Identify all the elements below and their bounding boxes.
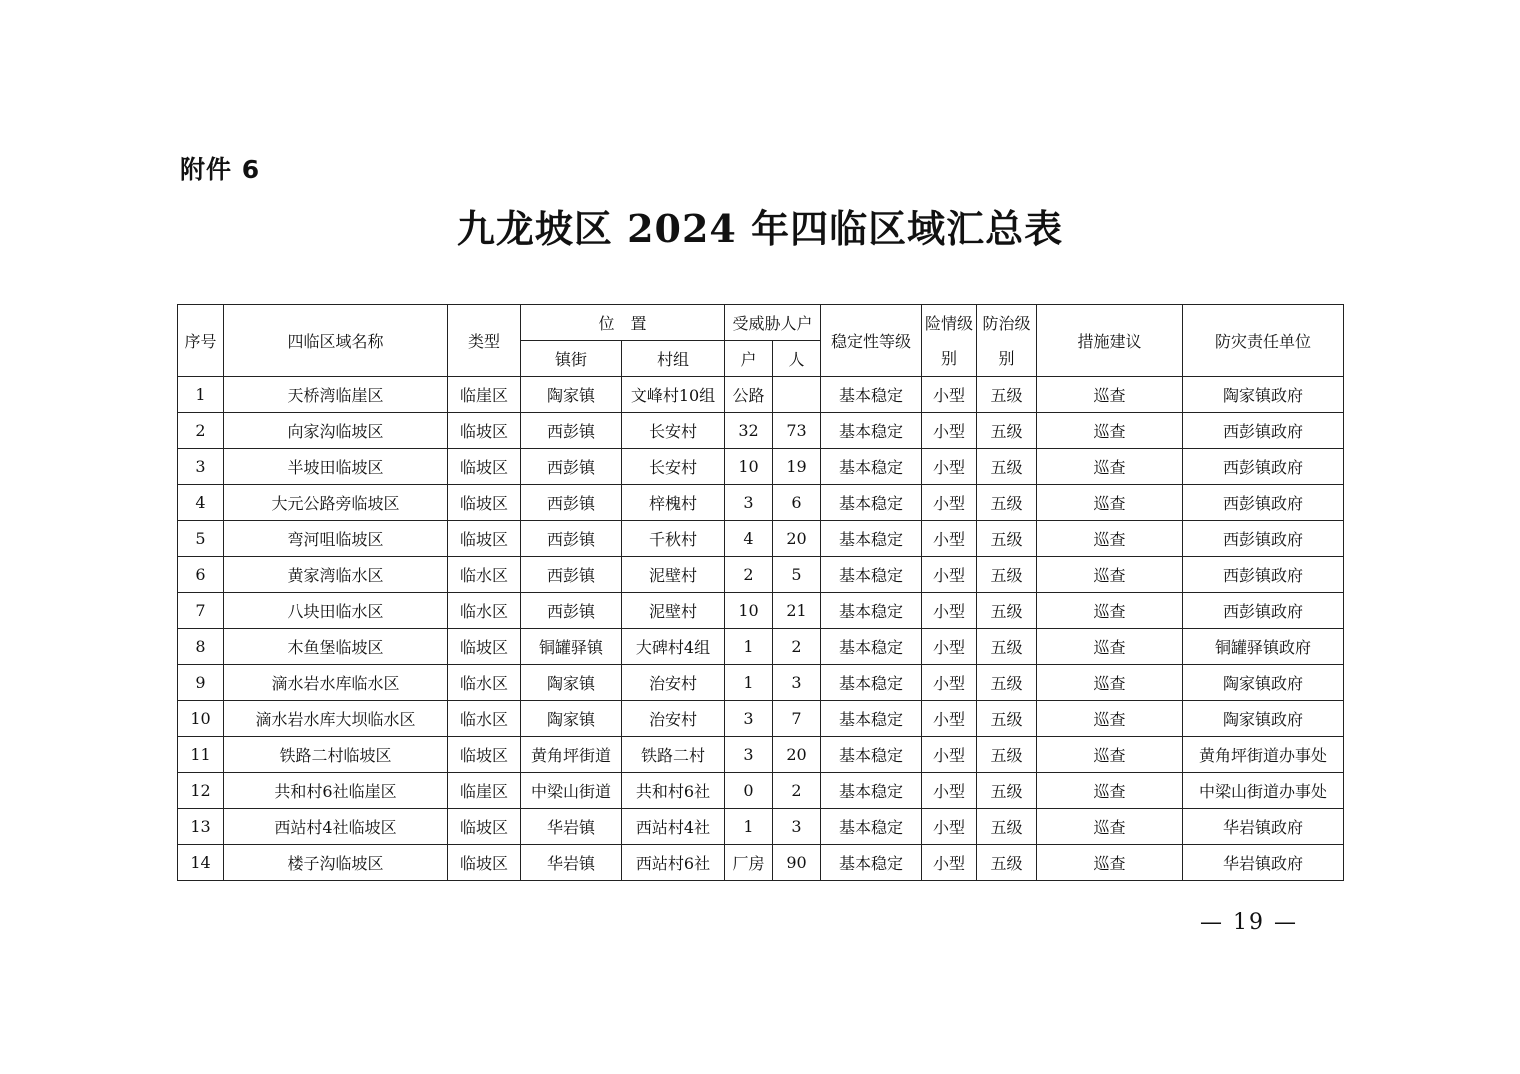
- table-row: [178, 557, 1344, 593]
- cell-households: 0: [725, 773, 773, 809]
- cell-risk-level: 小型: [922, 377, 977, 413]
- cell-people: 5: [773, 557, 821, 593]
- header-threatened-people: 人: [773, 341, 821, 377]
- cell-index: 10: [178, 701, 224, 737]
- table-row: [178, 701, 1344, 737]
- cell-measures: 巡查: [1037, 701, 1183, 737]
- cell-people: 2: [773, 773, 821, 809]
- cell-responsible-unit: 西彭镇政府: [1183, 593, 1344, 629]
- cell-households: 10: [725, 593, 773, 629]
- header-index: 序号: [178, 305, 224, 377]
- cell-name: 滴水岩水库临水区: [224, 665, 448, 701]
- cell-index: 14: [178, 845, 224, 881]
- cell-town: 西彭镇: [521, 557, 622, 593]
- cell-risk-level: 小型: [922, 701, 977, 737]
- header-risk-level: 险情级别: [922, 305, 977, 377]
- cell-responsible-unit: 西彭镇政府: [1183, 557, 1344, 593]
- cell-index: 6: [178, 557, 224, 593]
- cell-name: 向家沟临坡区: [224, 413, 448, 449]
- cell-prevention-level: 五级: [977, 521, 1037, 557]
- cell-town: 西彭镇: [521, 593, 622, 629]
- cell-risk-level: 小型: [922, 773, 977, 809]
- cell-town: 西彭镇: [521, 521, 622, 557]
- cell-measures: 巡查: [1037, 413, 1183, 449]
- cell-households: 1: [725, 809, 773, 845]
- cell-risk-level: 小型: [922, 449, 977, 485]
- cell-name: 滴水岩水库大坝临水区: [224, 701, 448, 737]
- cell-type: 临坡区: [448, 521, 521, 557]
- cell-measures: 巡查: [1037, 521, 1183, 557]
- cell-prevention-level: 五级: [977, 701, 1037, 737]
- table-row: [178, 737, 1344, 773]
- cell-measures: 巡查: [1037, 845, 1183, 881]
- cell-town: 西彭镇: [521, 485, 622, 521]
- cell-risk-level: 小型: [922, 845, 977, 881]
- cell-prevention-level: 五级: [977, 737, 1037, 773]
- cell-stability: 基本稳定: [821, 773, 922, 809]
- cell-responsible-unit: 陶家镇政府: [1183, 377, 1344, 413]
- header-prevention-level: 防治级别: [977, 305, 1037, 377]
- cell-town: 西彭镇: [521, 449, 622, 485]
- cell-town: 陶家镇: [521, 701, 622, 737]
- page-number: — 19 —: [1200, 910, 1298, 935]
- cell-type: 临水区: [448, 593, 521, 629]
- cell-responsible-unit: 陶家镇政府: [1183, 665, 1344, 701]
- cell-responsible-unit: 陶家镇政府: [1183, 701, 1344, 737]
- cell-prevention-level: 五级: [977, 665, 1037, 701]
- cell-stability: 基本稳定: [821, 413, 922, 449]
- cell-type: 临坡区: [448, 809, 521, 845]
- header-responsible-unit: 防灾责任单位: [1183, 305, 1344, 377]
- cell-prevention-level: 五级: [977, 845, 1037, 881]
- cell-village: 泥壁村: [622, 557, 725, 593]
- document-title: 九龙坡区 2024 年四临区域汇总表: [456, 206, 1064, 251]
- cell-town: 华岩镇: [521, 809, 622, 845]
- table-row: [178, 809, 1344, 845]
- header-location: 位 置: [521, 305, 725, 341]
- cell-stability: 基本稳定: [821, 521, 922, 557]
- cell-prevention-level: 五级: [977, 377, 1037, 413]
- table-row: [178, 773, 1344, 809]
- cell-village: 千秋村: [622, 521, 725, 557]
- cell-measures: 巡查: [1037, 737, 1183, 773]
- cell-people: 3: [773, 665, 821, 701]
- table-row: [178, 665, 1344, 701]
- cell-village: 西站村4社: [622, 809, 725, 845]
- cell-type: 临水区: [448, 557, 521, 593]
- cell-type: 临水区: [448, 701, 521, 737]
- cell-people: 20: [773, 737, 821, 773]
- cell-risk-level: 小型: [922, 629, 977, 665]
- cell-type: 临坡区: [448, 485, 521, 521]
- cell-responsible-unit: 黄角坪街道办事处: [1183, 737, 1344, 773]
- cell-measures: 巡查: [1037, 809, 1183, 845]
- cell-type: 临坡区: [448, 413, 521, 449]
- cell-measures: 巡查: [1037, 449, 1183, 485]
- header-stability: 稳定性等级: [821, 305, 922, 377]
- cell-index: 12: [178, 773, 224, 809]
- cell-type: 临崖区: [448, 773, 521, 809]
- cell-prevention-level: 五级: [977, 629, 1037, 665]
- cell-type: 临坡区: [448, 845, 521, 881]
- cell-village: 大碑村4组: [622, 629, 725, 665]
- cell-households: 4: [725, 521, 773, 557]
- cell-stability: 基本稳定: [821, 449, 922, 485]
- cell-households: 2: [725, 557, 773, 593]
- cell-stability: 基本稳定: [821, 593, 922, 629]
- cell-town: 华岩镇: [521, 845, 622, 881]
- cell-stability: 基本稳定: [821, 485, 922, 521]
- table-body: [178, 377, 1344, 881]
- cell-stability: 基本稳定: [821, 377, 922, 413]
- cell-stability: 基本稳定: [821, 629, 922, 665]
- cell-stability: 基本稳定: [821, 557, 922, 593]
- cell-prevention-level: 五级: [977, 593, 1037, 629]
- summary-table: [177, 304, 1344, 881]
- cell-people: 20: [773, 521, 821, 557]
- cell-households: 公路: [725, 377, 773, 413]
- cell-name: 共和村6社临崖区: [224, 773, 448, 809]
- cell-name: 弯河咀临坡区: [224, 521, 448, 557]
- cell-prevention-level: 五级: [977, 557, 1037, 593]
- cell-village: 泥壁村: [622, 593, 725, 629]
- table-row: [178, 413, 1344, 449]
- cell-measures: 巡查: [1037, 485, 1183, 521]
- cell-responsible-unit: 西彭镇政府: [1183, 485, 1344, 521]
- cell-name: 八块田临水区: [224, 593, 448, 629]
- header-type: 类型: [448, 305, 521, 377]
- cell-households: 1: [725, 629, 773, 665]
- cell-index: 9: [178, 665, 224, 701]
- table-row: [178, 485, 1344, 521]
- cell-stability: 基本稳定: [821, 737, 922, 773]
- cell-town: 中梁山街道: [521, 773, 622, 809]
- cell-town: 铜罐驿镇: [521, 629, 622, 665]
- cell-type: 临坡区: [448, 629, 521, 665]
- cell-index: 11: [178, 737, 224, 773]
- cell-risk-level: 小型: [922, 737, 977, 773]
- cell-name: 大元公路旁临坡区: [224, 485, 448, 521]
- cell-measures: 巡查: [1037, 773, 1183, 809]
- cell-households: 32: [725, 413, 773, 449]
- cell-measures: 巡查: [1037, 593, 1183, 629]
- header-name: 四临区域名称: [224, 305, 448, 377]
- cell-stability: 基本稳定: [821, 809, 922, 845]
- header-location-town: 镇街: [521, 341, 622, 377]
- cell-village: 共和村6社: [622, 773, 725, 809]
- table-row: [178, 521, 1344, 557]
- cell-prevention-level: 五级: [977, 773, 1037, 809]
- cell-stability: 基本稳定: [821, 701, 922, 737]
- cell-name: 西站村4社临坡区: [224, 809, 448, 845]
- cell-type: 临坡区: [448, 449, 521, 485]
- cell-index: 3: [178, 449, 224, 485]
- cell-name: 半坡田临坡区: [224, 449, 448, 485]
- cell-village: 梓槐村: [622, 485, 725, 521]
- header-measures: 措施建议: [1037, 305, 1183, 377]
- cell-risk-level: 小型: [922, 809, 977, 845]
- cell-type: 临水区: [448, 665, 521, 701]
- cell-town: 西彭镇: [521, 413, 622, 449]
- cell-measures: 巡查: [1037, 377, 1183, 413]
- cell-name: 木鱼堡临坡区: [224, 629, 448, 665]
- table-row: [178, 449, 1344, 485]
- cell-people: 7: [773, 701, 821, 737]
- table-header: [178, 305, 1344, 377]
- cell-risk-level: 小型: [922, 485, 977, 521]
- table-row: [178, 629, 1344, 665]
- cell-risk-level: 小型: [922, 521, 977, 557]
- header-threatened-households: 户: [725, 341, 773, 377]
- cell-type: 临坡区: [448, 737, 521, 773]
- cell-households: 3: [725, 737, 773, 773]
- cell-prevention-level: 五级: [977, 809, 1037, 845]
- header-threatened: 受威胁人户: [725, 305, 821, 341]
- cell-people: 6: [773, 485, 821, 521]
- cell-people: 19: [773, 449, 821, 485]
- cell-responsible-unit: 西彭镇政府: [1183, 413, 1344, 449]
- cell-index: 13: [178, 809, 224, 845]
- cell-village: 铁路二村: [622, 737, 725, 773]
- cell-responsible-unit: 西彭镇政府: [1183, 521, 1344, 557]
- cell-people: 90: [773, 845, 821, 881]
- cell-households: 厂房: [725, 845, 773, 881]
- cell-measures: 巡查: [1037, 629, 1183, 665]
- cell-town: 黄角坪街道: [521, 737, 622, 773]
- cell-risk-level: 小型: [922, 593, 977, 629]
- cell-risk-level: 小型: [922, 413, 977, 449]
- cell-prevention-level: 五级: [977, 413, 1037, 449]
- cell-village: 文峰村10组: [622, 377, 725, 413]
- cell-name: 铁路二村临坡区: [224, 737, 448, 773]
- cell-households: 3: [725, 485, 773, 521]
- cell-town: 陶家镇: [521, 665, 622, 701]
- cell-index: 5: [178, 521, 224, 557]
- cell-stability: 基本稳定: [821, 845, 922, 881]
- cell-responsible-unit: 华岩镇政府: [1183, 809, 1344, 845]
- cell-town: 陶家镇: [521, 377, 622, 413]
- cell-measures: 巡查: [1037, 665, 1183, 701]
- cell-people: 3: [773, 809, 821, 845]
- cell-type: 临崖区: [448, 377, 521, 413]
- cell-index: 4: [178, 485, 224, 521]
- cell-index: 2: [178, 413, 224, 449]
- cell-risk-level: 小型: [922, 557, 977, 593]
- cell-households: 1: [725, 665, 773, 701]
- cell-measures: 巡查: [1037, 557, 1183, 593]
- cell-village: 治安村: [622, 665, 725, 701]
- cell-people: 21: [773, 593, 821, 629]
- cell-village: 长安村: [622, 413, 725, 449]
- cell-index: 7: [178, 593, 224, 629]
- cell-responsible-unit: 中梁山街道办事处: [1183, 773, 1344, 809]
- cell-index: 1: [178, 377, 224, 413]
- cell-name: 黄家湾临水区: [224, 557, 448, 593]
- cell-households: 3: [725, 701, 773, 737]
- cell-prevention-level: 五级: [977, 485, 1037, 521]
- cell-people: 73: [773, 413, 821, 449]
- table-row: [178, 593, 1344, 629]
- header-location-village: 村组: [622, 341, 725, 377]
- table-row: [178, 845, 1344, 881]
- attachment-label: 附件 6: [180, 155, 261, 184]
- cell-name: 天桥湾临崖区: [224, 377, 448, 413]
- cell-village: 治安村: [622, 701, 725, 737]
- cell-people: 2: [773, 629, 821, 665]
- cell-village: 长安村: [622, 449, 725, 485]
- cell-index: 8: [178, 629, 224, 665]
- cell-risk-level: 小型: [922, 665, 977, 701]
- cell-responsible-unit: 西彭镇政府: [1183, 449, 1344, 485]
- cell-households: 10: [725, 449, 773, 485]
- cell-prevention-level: 五级: [977, 449, 1037, 485]
- table-row: [178, 377, 1344, 413]
- cell-responsible-unit: 铜罐驿镇政府: [1183, 629, 1344, 665]
- cell-people: [773, 377, 821, 413]
- cell-name: 楼子沟临坡区: [224, 845, 448, 881]
- cell-responsible-unit: 华岩镇政府: [1183, 845, 1344, 881]
- cell-village: 西站村6社: [622, 845, 725, 881]
- cell-stability: 基本稳定: [821, 665, 922, 701]
